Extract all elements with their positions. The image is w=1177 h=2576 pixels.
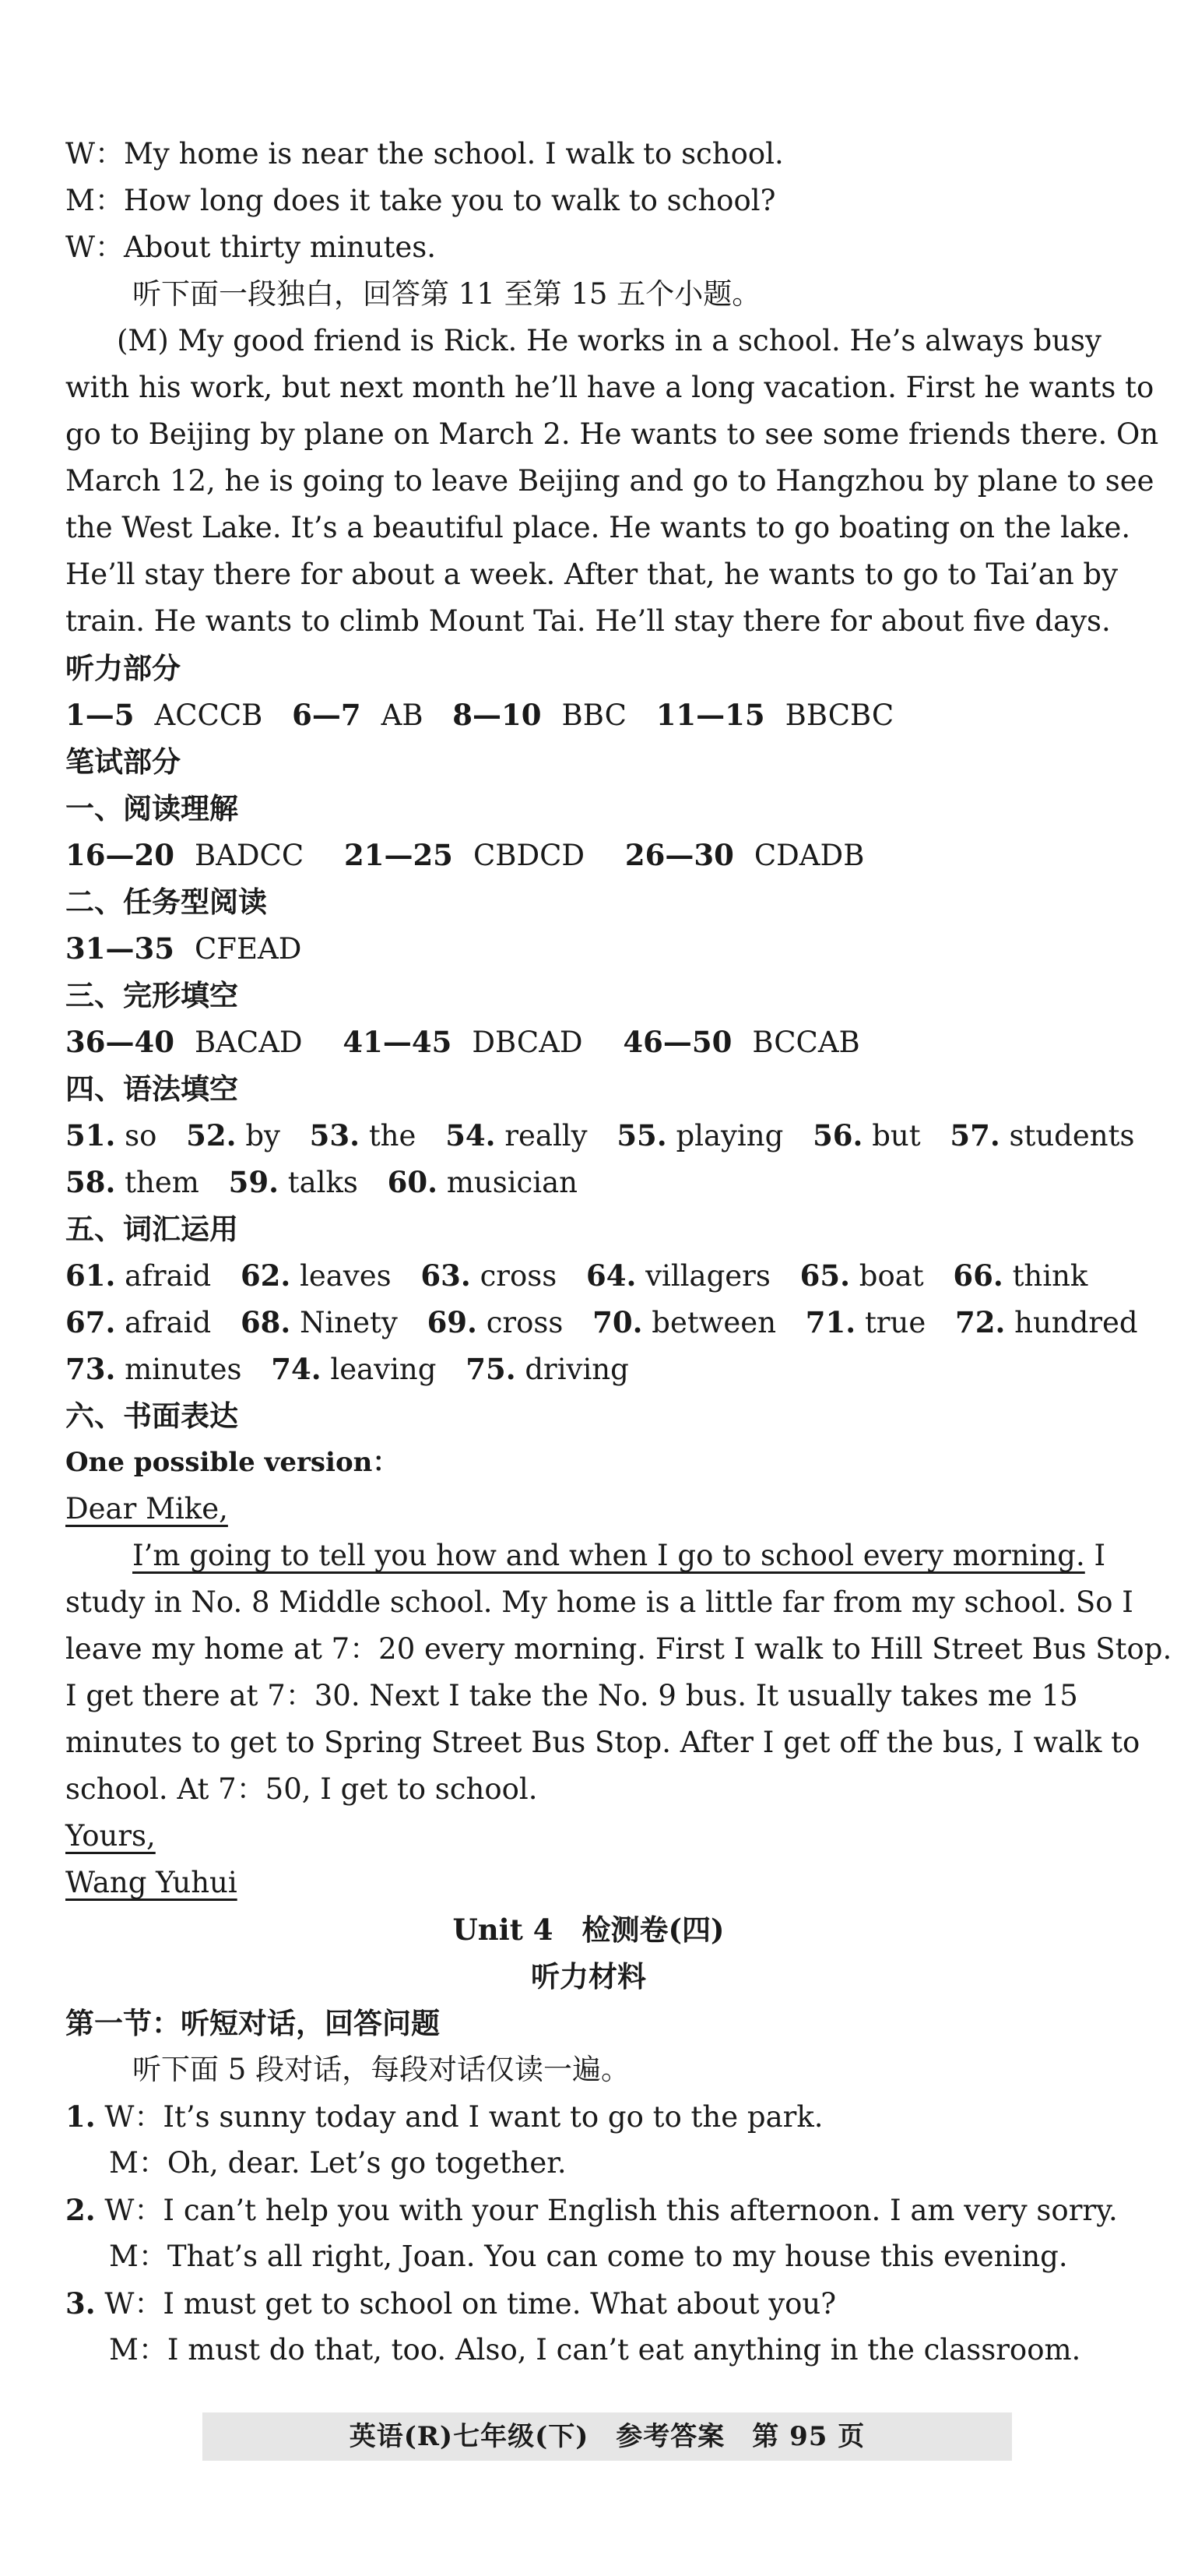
unit-title: Unit 4 检测卷(四) bbox=[452, 1913, 725, 1947]
item-answer: hundred bbox=[1014, 1306, 1138, 1339]
dialogue-line: W：About thirty minutes. bbox=[65, 231, 437, 264]
dialogue-number: 3. bbox=[65, 2286, 96, 2321]
letter-line: school. At 7：50, I get to school. bbox=[65, 1772, 538, 1806]
item-answer: the bbox=[368, 1119, 416, 1153]
item-number: 64. bbox=[586, 1258, 637, 1293]
item-number: 51. bbox=[65, 1118, 116, 1153]
item-number: 61. bbox=[65, 1258, 116, 1293]
item-number: 73. bbox=[65, 1352, 116, 1386]
item-number: 66. bbox=[953, 1258, 1003, 1293]
section-heading: 笔试部分 bbox=[65, 744, 181, 779]
part-instruction: 听下面 5 段对话，每段对话仅读一遍。 bbox=[132, 2053, 631, 2086]
answer-range: 21—25 bbox=[343, 838, 453, 872]
answer-letters: CBDCD bbox=[473, 839, 585, 872]
page-footer: 英语(R)七年级(下) 参考答案 第 95 页 bbox=[202, 2412, 1012, 2461]
letter-line: I get there at 7：30. Next I take the No. 9 bus. It usually takes me 15 bbox=[65, 1679, 1078, 1712]
dialogue-item bbox=[65, 2187, 1130, 2234]
item-answer: talks bbox=[287, 1166, 358, 1199]
item-answer: students bbox=[1009, 1119, 1135, 1153]
monologue-line: (M) My good friend is Rick. He works in a school. He’s always busy bbox=[117, 324, 1101, 357]
answer-range: 46—50 bbox=[623, 1025, 733, 1059]
section-heading: 一、阅读理解 bbox=[65, 791, 238, 825]
item-answer: really bbox=[504, 1119, 588, 1153]
part-title: 第一节：听短对话，回答问题 bbox=[65, 2006, 440, 2040]
item-answer: minutes bbox=[125, 1353, 242, 1386]
item-answer: playing bbox=[676, 1119, 784, 1153]
item-number: 56. bbox=[813, 1118, 863, 1153]
dialogue-number: 2. bbox=[65, 2193, 96, 2227]
answer-letters: DBCAD bbox=[472, 1026, 583, 1059]
item-number: 53. bbox=[309, 1118, 360, 1153]
dialogue-item bbox=[65, 2280, 1130, 2328]
monologue-line: the West Lake. It’s a beautiful place. He wants to go boating on the lake. bbox=[65, 511, 1131, 544]
answer-row bbox=[65, 1159, 1130, 1206]
answer-letters: BADCC bbox=[194, 839, 304, 872]
monologue-line: train. He wants to climb Mount Tai. He’ll stay there for about five days. bbox=[65, 604, 1111, 638]
answer-row bbox=[65, 1346, 1130, 1393]
item-number: 71. bbox=[805, 1305, 856, 1339]
answer-letters: BBCBC bbox=[785, 699, 894, 732]
dialogue-m: M：That’s all right, Joan. You can come to my house this evening. bbox=[109, 2240, 1068, 2273]
dialogue-line: M：How long does it take you to walk to school? bbox=[65, 184, 776, 217]
answer-range: 26—30 bbox=[624, 838, 734, 872]
letter-text: I bbox=[1084, 1539, 1106, 1572]
dialogue-number: 1. bbox=[65, 2099, 96, 2134]
monologue-line: go to Beijing by plane on March 2. He wants to see some friends there. On bbox=[65, 417, 1159, 451]
answer-letters: BCCAB bbox=[752, 1026, 860, 1059]
item-answer: villagers bbox=[645, 1259, 771, 1293]
answer-range: 36—40 bbox=[65, 1025, 174, 1059]
item-number: 58. bbox=[65, 1165, 116, 1199]
item-answer: true bbox=[864, 1306, 926, 1339]
section-heading: 听力部分 bbox=[65, 651, 181, 685]
letter-signature: Wang Yuhui bbox=[65, 1866, 237, 1899]
item-number: 63. bbox=[420, 1258, 471, 1293]
item-number: 72. bbox=[955, 1305, 1006, 1339]
answer-row bbox=[65, 1299, 1138, 1346]
item-answer: cross bbox=[480, 1259, 557, 1293]
item-answer: so bbox=[125, 1119, 157, 1153]
letter-closing: Yours, bbox=[65, 1819, 156, 1853]
dialogue-m: M：Oh, dear. Let’s go together. bbox=[109, 2146, 567, 2180]
answer-range: 31—35 bbox=[65, 931, 174, 966]
item-number: 62. bbox=[240, 1258, 291, 1293]
item-number: 54. bbox=[445, 1118, 496, 1153]
answer-letters: AB bbox=[381, 699, 423, 732]
answer-letters: BACAD bbox=[194, 1026, 303, 1059]
dialogue-line: W：My home is near the school. I walk to school. bbox=[65, 137, 784, 171]
answer-range: 11—15 bbox=[655, 698, 765, 732]
answer-range: 6—7 bbox=[292, 698, 361, 732]
answer-range: 1—5 bbox=[65, 698, 135, 732]
answer-range: 16—20 bbox=[65, 838, 174, 872]
item-answer: driving bbox=[525, 1353, 629, 1386]
dialogue-w: W：It’s sunny today and I want to go to the park. bbox=[104, 2100, 824, 2134]
unit-subtitle: 听力材料 bbox=[531, 1959, 646, 1994]
item-answer: them bbox=[125, 1166, 199, 1199]
item-answer: afraid bbox=[125, 1259, 212, 1293]
answer-range: 8—10 bbox=[452, 698, 542, 732]
item-number: 75. bbox=[466, 1352, 516, 1386]
item-answer: boat bbox=[859, 1259, 924, 1293]
dialogue-m: M：I must do that, too. Also, I can’t eat anything in the classroom. bbox=[109, 2333, 1081, 2367]
version-label: One possible version： bbox=[65, 1447, 399, 1478]
answer-letters: CDADB bbox=[754, 839, 865, 872]
section-heading: 五、词汇运用 bbox=[65, 1212, 238, 1246]
section-heading: 四、语法填空 bbox=[65, 1072, 238, 1106]
letter-line: minutes to get to Spring Street Bus Stop. After I get off the bus, I walk to bbox=[65, 1726, 1140, 1759]
answer-row bbox=[65, 832, 1130, 879]
letter-underlined-text: I’m going to tell you how and when I go to school every morning. bbox=[132, 1539, 1085, 1572]
item-answer: Ninety bbox=[300, 1306, 398, 1339]
answer-letters: CFEAD bbox=[194, 932, 302, 966]
monologue-line: March 12, he is going to leave Beijing and go to Hangzhou by plane to see bbox=[65, 464, 1154, 498]
item-number: 70. bbox=[592, 1305, 643, 1339]
letter-line: study in No. 8 Middle school. My home is a little far from my school. So I bbox=[65, 1585, 1133, 1619]
letter-line bbox=[132, 1533, 1130, 1579]
dialogue-w: W：I must get to school on time. What about you? bbox=[104, 2287, 837, 2321]
item-number: 69. bbox=[427, 1305, 477, 1339]
item-answer: leaves bbox=[300, 1259, 392, 1293]
item-answer: by bbox=[245, 1119, 280, 1153]
item-number: 57. bbox=[950, 1118, 1000, 1153]
letter-line: leave my home at 7：20 every morning. First I walk to Hill Street Bus Stop. bbox=[65, 1632, 1172, 1666]
item-number: 59. bbox=[228, 1165, 279, 1199]
item-number: 60. bbox=[387, 1165, 438, 1199]
item-answer: musician bbox=[446, 1166, 578, 1199]
letter-greeting: Dear Mike, bbox=[65, 1492, 228, 1526]
item-number: 55. bbox=[617, 1118, 667, 1153]
monologue-line: with his work, but next month he’ll have a long vacation. First he wants to bbox=[65, 371, 1154, 404]
item-number: 65. bbox=[799, 1258, 850, 1293]
answer-letters: BBC bbox=[561, 699, 627, 732]
monologue-line: He’ll stay there for about a week. After that, he wants to go to Tai’an by bbox=[65, 558, 1119, 591]
item-answer: but bbox=[872, 1119, 921, 1153]
section-heading: 二、任务型阅读 bbox=[65, 885, 267, 919]
answer-row bbox=[65, 925, 1130, 973]
section-heading: 六、书面表达 bbox=[65, 1399, 238, 1433]
item-answer: leaving bbox=[330, 1353, 437, 1386]
answer-row bbox=[65, 1112, 1135, 1160]
answer-row bbox=[65, 692, 1130, 739]
dialogue-w: W：I can’t help you with your English this afternoon. I am very sorry. bbox=[104, 2194, 1118, 2227]
item-answer: between bbox=[652, 1306, 777, 1339]
answer-range: 41—45 bbox=[343, 1025, 452, 1059]
item-number: 68. bbox=[240, 1305, 291, 1339]
item-number: 52. bbox=[186, 1118, 237, 1153]
answer-row bbox=[65, 1252, 1130, 1300]
item-number: 74. bbox=[271, 1352, 321, 1386]
dialogue-item bbox=[65, 2093, 1130, 2141]
answer-row bbox=[65, 1019, 1130, 1066]
section-heading: 三、完形填空 bbox=[65, 978, 238, 1012]
item-answer: think bbox=[1012, 1259, 1088, 1293]
item-answer: cross bbox=[486, 1306, 564, 1339]
item-answer: afraid bbox=[125, 1306, 212, 1339]
monologue-instruction: 听下面一段独白，回答第 11 至第 15 五个小题。 bbox=[132, 277, 761, 311]
answer-letters: ACCCB bbox=[154, 699, 263, 732]
item-number: 67. bbox=[65, 1305, 116, 1339]
